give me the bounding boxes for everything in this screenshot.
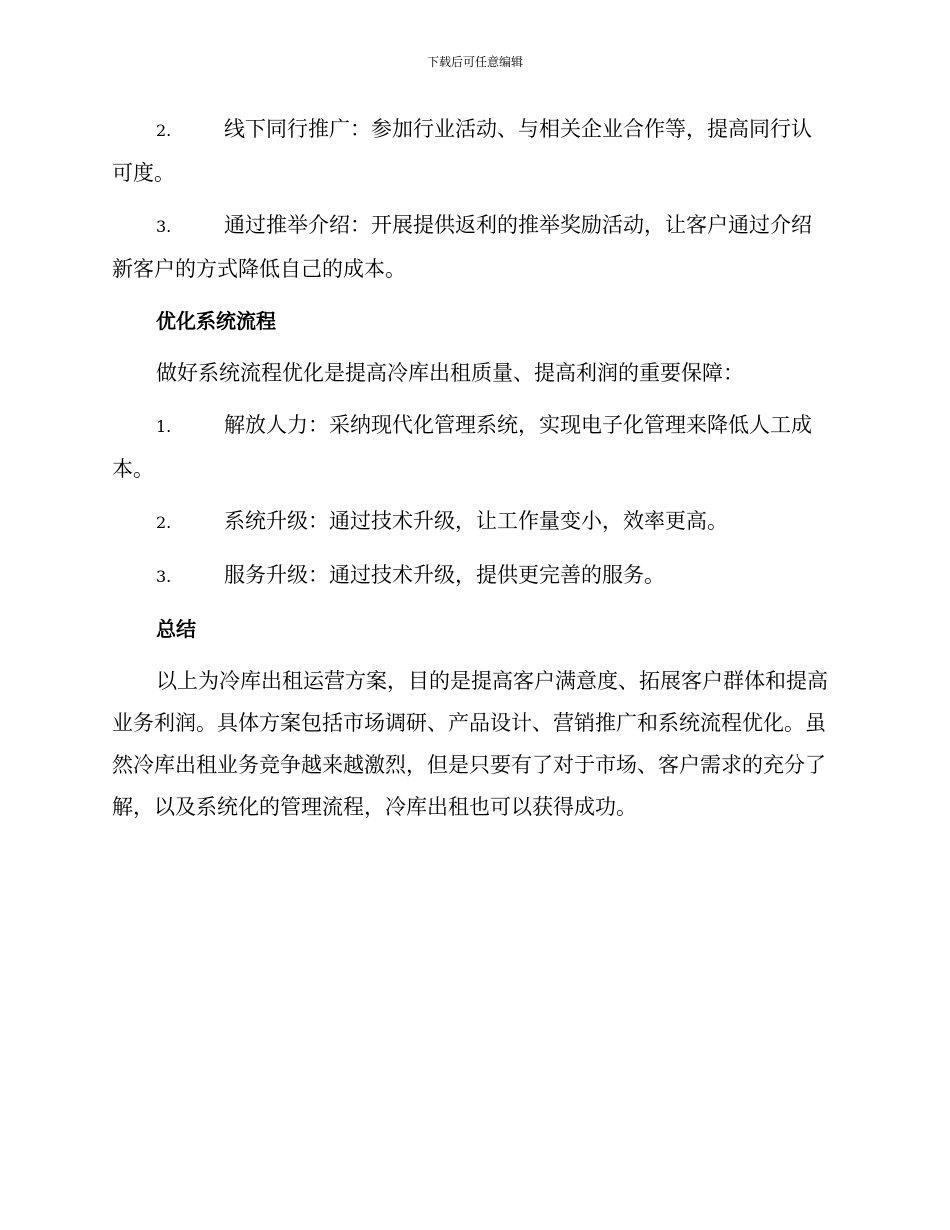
section-intro: 做好系统流程优化是提高冷库出租质量、提高利润的重要保障： bbox=[156, 361, 744, 385]
list-item bbox=[112, 108, 832, 194]
list-item-text: 服务升级：通过技术升级，提供更完善的服务。 bbox=[224, 563, 665, 587]
document-content bbox=[112, 108, 832, 838]
list-item-number: 2. bbox=[156, 513, 172, 532]
summary-paragraph: 以上为冷库出租运营方案，目的是提高客户满意度、拓展客户群体和提高业务利润。具体方案包括市场调研、产品设计、营销推广和系统流程优化。虽然冷库出租业务竞争越来越激烈，但是只要有了对于市场、客户需求的充分了解，以及系统化的管理流程，冷库出租也可以获得成功。 bbox=[112, 669, 828, 819]
list-item-number: 3. bbox=[156, 567, 172, 586]
list-item-text: 解放人力：采纳现代化管理系统，实现电子化管理来降低人工成本。 bbox=[112, 413, 812, 481]
list-item bbox=[112, 500, 832, 544]
list-item bbox=[112, 404, 832, 490]
header-note: 下载后可任意编辑 bbox=[426, 55, 523, 69]
list-item-text: 系统升级：通过技术升级，让工作量变小，效率更高。 bbox=[224, 509, 728, 533]
list-item-number: 2. bbox=[156, 121, 172, 140]
list-item-number: 1. bbox=[156, 417, 172, 436]
list-item-text: 线下同行推广：参加行业活动、与相关企业合作等，提高同行认可度。 bbox=[112, 117, 812, 185]
section-heading-summary: 总结 bbox=[156, 617, 196, 641]
list-item bbox=[112, 204, 832, 290]
list-item-text: 通过推举介绍：开展提供返利的推举奖励活动，让客户通过介绍新客户的方式降低自己的成本。 bbox=[112, 213, 812, 281]
list-item-number: 3. bbox=[156, 217, 172, 236]
list-item bbox=[112, 554, 832, 598]
section-heading-optimize: 优化系统流程 bbox=[156, 309, 276, 333]
